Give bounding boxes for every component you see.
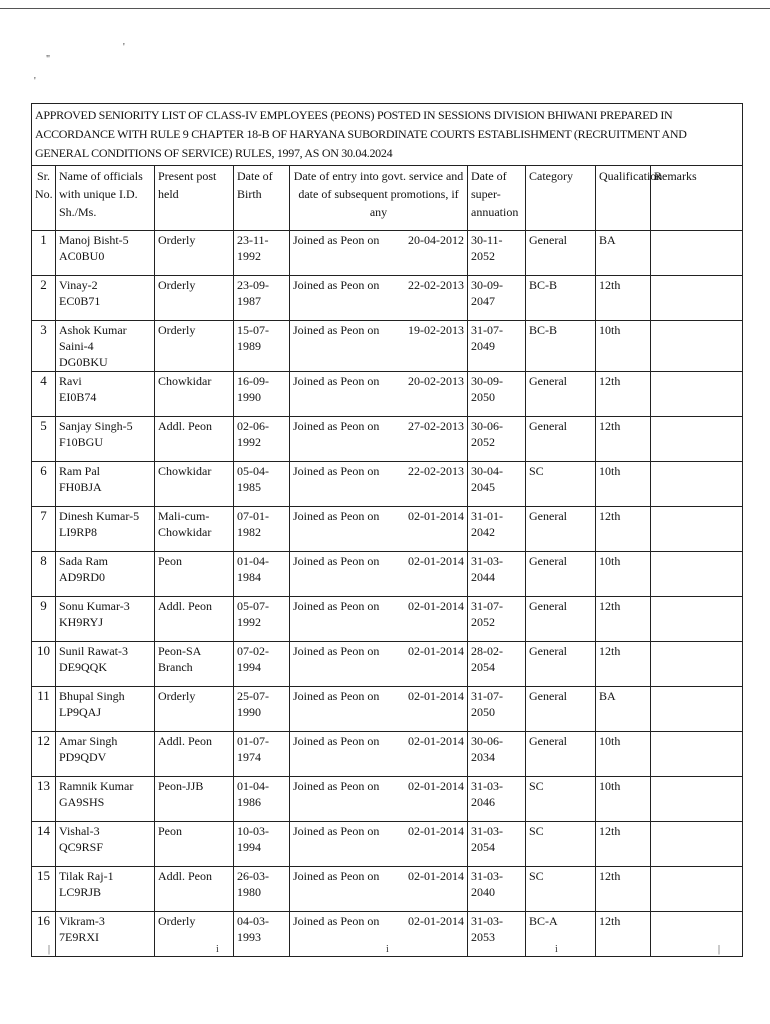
- cell-name: [56, 372, 155, 417]
- cell-remarks: [651, 462, 743, 507]
- cell-category: General: [526, 507, 596, 552]
- cell-present-post: Mali-cum-Chowkidar: [155, 507, 234, 552]
- cell-date-of-entry: [290, 507, 468, 552]
- cell-sr-no: 5: [32, 417, 56, 462]
- cell-remarks: [651, 732, 743, 777]
- document-title: APPROVED SENIORITY LIST OF CLASS-IV EMPLOYEES (PEONS) POSTED IN SESSIONS DIVISION BHIWANI PREPARED IN ACCORDANCE WITH RULE 9 CHAPTER 18-B OF HARYANA SUBORDINATE COURTS ESTABLISHMENT (RECRUITMENT AND GENERAL CONDITIONS OF SERVICE) RULES, 1997, AS ON 30.04.2024: [32, 104, 743, 166]
- cell-qualification: 12th: [596, 597, 651, 642]
- cell-qualification: 10th: [596, 462, 651, 507]
- cell-remarks: [651, 417, 743, 462]
- cell-qualification: 12th: [596, 912, 651, 957]
- entry-description: Joined as Peon on: [293, 779, 380, 793]
- cell-date-of-birth: 05-04-1985: [234, 462, 290, 507]
- table-row: [32, 231, 743, 276]
- cell-remarks: [651, 777, 743, 822]
- entry-date: 02-01-2014: [408, 779, 464, 793]
- cell-date-of-entry: [290, 276, 468, 321]
- cell-remarks: [651, 372, 743, 417]
- cell-sr-no: 3: [32, 321, 56, 372]
- official-name: Tilak Raj-1: [59, 869, 114, 883]
- entry-date: 22-02-2013: [408, 278, 464, 292]
- cell-superannuation: 31-07-2050: [468, 687, 526, 732]
- entry-date: 20-02-2013: [408, 374, 464, 388]
- cell-name: [56, 732, 155, 777]
- cell-category: BC-A: [526, 912, 596, 957]
- scan-top-border: [0, 8, 770, 9]
- cell-category: SC: [526, 777, 596, 822]
- official-name: Vikram-3: [59, 914, 105, 928]
- table-row: [32, 822, 743, 867]
- cell-sr-no: 8: [32, 552, 56, 597]
- cell-remarks: [651, 321, 743, 372]
- cell-sr-no: 12: [32, 732, 56, 777]
- cell-remarks: [651, 276, 743, 321]
- official-name: Manoj Bisht-5: [59, 233, 129, 247]
- cell-present-post: Peon-JJB: [155, 777, 234, 822]
- cell-date-of-birth: 07-01-1982: [234, 507, 290, 552]
- entry-date: 02-01-2014: [408, 644, 464, 658]
- entry-description: Joined as Peon on: [293, 419, 380, 433]
- official-name: Ravi: [59, 374, 82, 388]
- scan-speck: i: [555, 944, 558, 955]
- cell-date-of-birth: 02-06-1992: [234, 417, 290, 462]
- cell-remarks: [651, 822, 743, 867]
- cell-qualification: 12th: [596, 642, 651, 687]
- cell-date-of-birth: 25-07-1990: [234, 687, 290, 732]
- cell-sr-no: 2: [32, 276, 56, 321]
- cell-name: [56, 642, 155, 687]
- table-row: [32, 552, 743, 597]
- cell-name: [56, 276, 155, 321]
- cell-date-of-entry: [290, 231, 468, 276]
- entry-date: 02-01-2014: [408, 824, 464, 838]
- cell-date-of-birth: 01-04-1984: [234, 552, 290, 597]
- cell-category: SC: [526, 867, 596, 912]
- cell-name: [56, 822, 155, 867]
- cell-date-of-entry: [290, 417, 468, 462]
- cell-date-of-birth: 16-09-1990: [234, 372, 290, 417]
- cell-sr-no: 7: [32, 507, 56, 552]
- cell-category: General: [526, 372, 596, 417]
- cell-category: General: [526, 417, 596, 462]
- cell-remarks: [651, 507, 743, 552]
- official-name: Vishal-3: [59, 824, 100, 838]
- cell-superannuation: 31-03-2054: [468, 822, 526, 867]
- cell-sr-no: 15: [32, 867, 56, 912]
- cell-date-of-entry: [290, 321, 468, 372]
- cell-present-post: Addl. Peon: [155, 417, 234, 462]
- cell-sr-no: 16: [32, 912, 56, 957]
- cell-remarks: [651, 912, 743, 957]
- cell-remarks: [651, 687, 743, 732]
- official-name: Sonu Kumar-3: [59, 599, 130, 613]
- cell-qualification: 12th: [596, 372, 651, 417]
- unique-id: PD9QDV: [59, 750, 107, 764]
- entry-description: Joined as Peon on: [293, 464, 380, 478]
- cell-present-post: Addl. Peon: [155, 867, 234, 912]
- cell-date-of-entry: [290, 732, 468, 777]
- official-name: Bhupal Singh: [59, 689, 125, 703]
- cell-category: General: [526, 642, 596, 687]
- cell-sr-no: 14: [32, 822, 56, 867]
- table-row: [32, 777, 743, 822]
- cell-present-post: Orderly: [155, 231, 234, 276]
- unique-id: LP9QAJ: [59, 705, 102, 719]
- entry-description: Joined as Peon on: [293, 644, 380, 658]
- official-name: Ramnik Kumar: [59, 779, 134, 793]
- entry-description: Joined as Peon on: [293, 914, 380, 928]
- entry-description: Joined as Peon on: [293, 824, 380, 838]
- cell-present-post: Addl. Peon: [155, 732, 234, 777]
- unique-id: EC0B71: [59, 294, 101, 308]
- cell-superannuation: 28-02-2054: [468, 642, 526, 687]
- official-name: Sunil Rawat-3: [59, 644, 128, 658]
- cell-qualification: 12th: [596, 507, 651, 552]
- table-row: [32, 597, 743, 642]
- cell-present-post: Addl. Peon: [155, 597, 234, 642]
- cell-name: [56, 912, 155, 957]
- cell-superannuation: 30-06-2034: [468, 732, 526, 777]
- table-row: [32, 276, 743, 321]
- unique-id: QC9RSF: [59, 840, 104, 854]
- cell-remarks: [651, 552, 743, 597]
- unique-id: EI0B74: [59, 390, 97, 404]
- cell-category: BC-B: [526, 276, 596, 321]
- cell-qualification: 12th: [596, 867, 651, 912]
- header-superannuation: Date of super-annuation: [468, 166, 526, 231]
- entry-description: Joined as Peon on: [293, 689, 380, 703]
- cell-date-of-entry: [290, 462, 468, 507]
- cell-name: [56, 462, 155, 507]
- cell-remarks: [651, 642, 743, 687]
- cell-name: [56, 552, 155, 597]
- cell-qualification: BA: [596, 687, 651, 732]
- entry-description: Joined as Peon on: [293, 278, 380, 292]
- entry-date: 19-02-2013: [408, 323, 464, 337]
- cell-present-post: Chowkidar: [155, 462, 234, 507]
- cell-date-of-birth: 04-03-1993: [234, 912, 290, 957]
- cell-date-of-entry: [290, 822, 468, 867]
- cell-sr-no: 6: [32, 462, 56, 507]
- entry-date: 02-01-2014: [408, 599, 464, 613]
- cell-date-of-birth: 07-02-1994: [234, 642, 290, 687]
- header-sr-no: Sr. No.: [32, 166, 56, 231]
- cell-name: [56, 231, 155, 276]
- cell-date-of-birth: 23-11-1992: [234, 231, 290, 276]
- cell-sr-no: 4: [32, 372, 56, 417]
- cell-present-post: Orderly: [155, 321, 234, 372]
- cell-qualification: 10th: [596, 777, 651, 822]
- cell-name: [56, 321, 155, 372]
- official-name: Dinesh Kumar-5: [59, 509, 140, 523]
- cell-qualification: 12th: [596, 822, 651, 867]
- cell-sr-no: 13: [32, 777, 56, 822]
- table-row: [32, 507, 743, 552]
- cell-present-post: Peon: [155, 822, 234, 867]
- entry-description: Joined as Peon on: [293, 734, 380, 748]
- cell-qualification: 10th: [596, 732, 651, 777]
- cell-qualification: BA: [596, 231, 651, 276]
- official-name: Ram Pal: [59, 464, 100, 478]
- cell-date-of-birth: 10-03-1994: [234, 822, 290, 867]
- entry-description: Joined as Peon on: [293, 869, 380, 883]
- official-name: Ashok Kumar Saini-4: [59, 323, 127, 353]
- entry-description: Joined as Peon on: [293, 233, 380, 247]
- cell-superannuation: 31-03-2040: [468, 867, 526, 912]
- entry-description: Joined as Peon on: [293, 323, 380, 337]
- entry-description: Joined as Peon on: [293, 509, 380, 523]
- cell-category: SC: [526, 462, 596, 507]
- cell-date-of-entry: [290, 687, 468, 732]
- cell-present-post: Orderly: [155, 276, 234, 321]
- cell-qualification: 12th: [596, 276, 651, 321]
- cell-date-of-birth: 26-03-1980: [234, 867, 290, 912]
- entry-description: Joined as Peon on: [293, 374, 380, 388]
- header-date-of-entry: Date of entry into govt. service and date of subsequent promotions, if any: [290, 166, 468, 231]
- unique-id: AD9RD0: [59, 570, 106, 584]
- cell-superannuation: 30-09-2047: [468, 276, 526, 321]
- cell-category: SC: [526, 822, 596, 867]
- table-header-row: [32, 166, 743, 231]
- cell-name: [56, 507, 155, 552]
- table-row: [32, 867, 743, 912]
- cell-qualification: 12th: [596, 417, 651, 462]
- cell-superannuation: 31-03-2053: [468, 912, 526, 957]
- cell-date-of-entry: [290, 642, 468, 687]
- cell-date-of-entry: [290, 867, 468, 912]
- unique-id: KH9RYJ: [59, 615, 104, 629]
- scan-speck: ': [34, 76, 36, 87]
- cell-present-post: Peon: [155, 552, 234, 597]
- cell-date-of-entry: [290, 552, 468, 597]
- entry-description: Joined as Peon on: [293, 599, 380, 613]
- cell-superannuation: 31-01-2042: [468, 507, 526, 552]
- header-date-of-birth: Date of Birth: [234, 166, 290, 231]
- cell-date-of-birth: 01-04-1986: [234, 777, 290, 822]
- cell-sr-no: 9: [32, 597, 56, 642]
- cell-remarks: [651, 597, 743, 642]
- official-name: Amar Singh: [59, 734, 118, 748]
- unique-id: AC0BU0: [59, 249, 105, 263]
- cell-superannuation: 30-09-2050: [468, 372, 526, 417]
- cell-qualification: 10th: [596, 321, 651, 372]
- cell-superannuation: 30-06-2052: [468, 417, 526, 462]
- unique-id: FH0BJA: [59, 480, 102, 494]
- official-name: Sada Ram: [59, 554, 108, 568]
- header-category: Category: [526, 166, 596, 231]
- cell-date-of-birth: 23-09-1987: [234, 276, 290, 321]
- cell-name: [56, 687, 155, 732]
- cell-superannuation: 31-03-2044: [468, 552, 526, 597]
- cell-present-post: Peon-SA Branch: [155, 642, 234, 687]
- cell-superannuation: 30-04-2045: [468, 462, 526, 507]
- seniority-list-table: [31, 103, 743, 957]
- entry-date: 02-01-2014: [408, 869, 464, 883]
- cell-superannuation: 30-11-2052: [468, 231, 526, 276]
- table-row: [32, 372, 743, 417]
- cell-date-of-entry: [290, 777, 468, 822]
- header-qualification: Qualification: [596, 166, 651, 231]
- scan-speck: i: [386, 944, 389, 955]
- cell-remarks: [651, 867, 743, 912]
- unique-id: DE9QQK: [59, 660, 107, 674]
- cell-category: BC-B: [526, 321, 596, 372]
- entry-date: 22-02-2013: [408, 464, 464, 478]
- scan-speck: i: [216, 944, 219, 955]
- cell-date-of-birth: 01-07-1974: [234, 732, 290, 777]
- entry-date: 02-01-2014: [408, 914, 464, 928]
- entry-date: 27-02-2013: [408, 419, 464, 433]
- entry-description: Joined as Peon on: [293, 554, 380, 568]
- unique-id: LI9RP8: [59, 525, 98, 539]
- scan-speck: ': [123, 42, 125, 53]
- cell-superannuation: 31-07-2052: [468, 597, 526, 642]
- entry-date: 02-01-2014: [408, 734, 464, 748]
- cell-qualification: 10th: [596, 552, 651, 597]
- scan-speck: |: [718, 944, 721, 955]
- official-name: Vinay-2: [59, 278, 98, 292]
- entry-date: 02-01-2014: [408, 509, 464, 523]
- unique-id: DG0BKU: [59, 355, 108, 369]
- unique-id: F10BGU: [59, 435, 104, 449]
- header-present-post: Present post held: [155, 166, 234, 231]
- cell-category: General: [526, 597, 596, 642]
- cell-category: General: [526, 552, 596, 597]
- unique-id: GA9SHS: [59, 795, 105, 809]
- header-remarks: Remarks: [651, 166, 743, 231]
- table-row: [32, 417, 743, 462]
- cell-category: General: [526, 687, 596, 732]
- cell-date-of-birth: 15-07-1989: [234, 321, 290, 372]
- entry-date: 20-04-2012: [408, 233, 464, 247]
- cell-date-of-entry: [290, 372, 468, 417]
- scan-speck: ": [46, 54, 51, 65]
- cell-date-of-entry: [290, 912, 468, 957]
- cell-present-post: Orderly: [155, 687, 234, 732]
- table-row: [32, 642, 743, 687]
- cell-name: [56, 417, 155, 462]
- cell-present-post: Chowkidar: [155, 372, 234, 417]
- table-row: [32, 687, 743, 732]
- cell-name: [56, 777, 155, 822]
- cell-sr-no: 1: [32, 231, 56, 276]
- header-name: Name of officials with unique I.D. Sh./Ms.: [56, 166, 155, 231]
- cell-date-of-entry: [290, 597, 468, 642]
- unique-id: 7E9RXI: [59, 930, 99, 944]
- entry-date: 02-01-2014: [408, 689, 464, 703]
- cell-present-post: Orderly: [155, 912, 234, 957]
- official-name: Sanjay Singh-5: [59, 419, 133, 433]
- scan-speck: |: [48, 944, 51, 955]
- table-row: [32, 321, 743, 372]
- cell-category: General: [526, 732, 596, 777]
- cell-name: [56, 867, 155, 912]
- cell-remarks: [651, 231, 743, 276]
- cell-sr-no: 10: [32, 642, 56, 687]
- cell-category: General: [526, 231, 596, 276]
- cell-superannuation: 31-07-2049: [468, 321, 526, 372]
- cell-name: [56, 597, 155, 642]
- cell-sr-no: 11: [32, 687, 56, 732]
- cell-superannuation: 31-03-2046: [468, 777, 526, 822]
- cell-date-of-birth: 05-07-1992: [234, 597, 290, 642]
- table-row: [32, 732, 743, 777]
- entry-date: 02-01-2014: [408, 554, 464, 568]
- unique-id: LC9RJB: [59, 885, 102, 899]
- table-row: [32, 462, 743, 507]
